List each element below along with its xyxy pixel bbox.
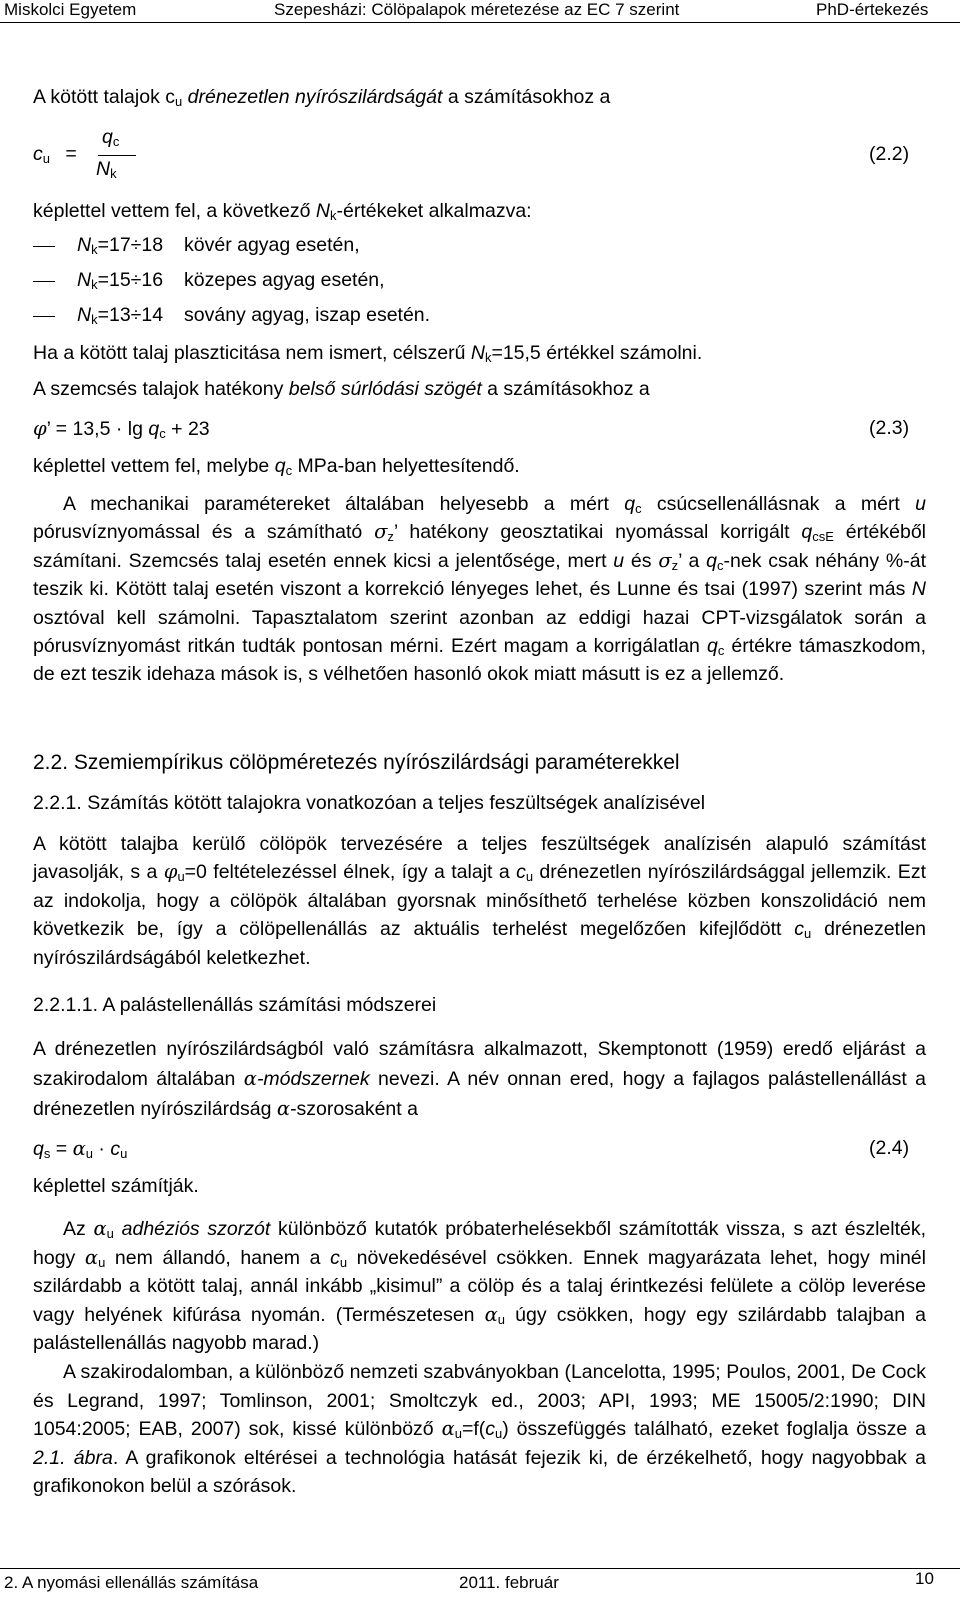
text-run: pórusvíznyomással és a számítható — [33, 521, 375, 544]
text-run: c — [485, 1418, 496, 1441]
text-run: c — [516, 861, 526, 884]
list-dash — [33, 281, 55, 282]
text-run: csE — [812, 529, 834, 545]
list-dash — [33, 246, 55, 247]
text-run: nem állandó, hanem a — [105, 1246, 331, 1269]
text-run: drénezetlen nyírószilárdsággal jellemzik. Ezt az indokolja, hogy a cölöpök általában gyorsnak minősíthető terhelése közben konszolidáció nem következik be, így a cölöpellenállás az aktuális terhelést megelőzően kifejlődött — [33, 861, 926, 941]
text-run: értékre támaszkodom, de ezt teszik idehaza mások is, s vélhetően hasonló okok miatt másutt is ez a jellemző. — [33, 635, 926, 686]
text-run: α — [84, 1245, 99, 1269]
page-footer — [0, 1568, 960, 1597]
text-run: u — [613, 549, 625, 572]
text-run: σ — [658, 548, 672, 572]
fraction-bar — [98, 155, 136, 156]
text-run: A szakirodalomban, a különböző nemzeti szabványokban (Lancelotta, 1995; Poulos, 2001, De Cock és Legrand, 1997; Tomlinson, 2001; Smoltczyk ed., 2003; API, 1993; ME 15005/2:1990; DIN 1054:2005; EAB, 2007) sok, kissé különböző — [33, 1361, 926, 1441]
text-run: 2.1. ábra — [33, 1446, 113, 1469]
text-run: u — [497, 1311, 506, 1327]
text-run: c — [330, 1246, 340, 1269]
text-run: φ — [163, 860, 178, 884]
text-run: A drénezetlen nyírószilárdságból való számításra alkalmazott, Skemptonott (1959) eredő eljárást a szakirodalom általában — [33, 1038, 926, 1090]
text-run: u — [106, 1226, 114, 1241]
text-run: . A grafikonok eltérései a technológia hatását fejezik ki, de érzékelhető, hogy nagyobbak a grafikonokon belül a szórások. — [33, 1446, 926, 1498]
text-run: -szorosaként a — [290, 1098, 418, 1120]
intro-line: A kötött talajok $c_u$ drénezetlen nyírószilárdságát a számításokhoz a — [33, 86, 611, 109]
page-header — [0, 0, 960, 23]
paragraph-alpha-method — [33, 1034, 926, 1124]
text-run: u — [177, 869, 185, 885]
text-run: ) összefüggés található, ezeket foglalja össze a — [502, 1418, 926, 1441]
text-run: z — [671, 557, 679, 573]
text-run: adhéziós szorzót — [121, 1218, 271, 1240]
nk-list-desc: sovány agyag, iszap esetén. — [184, 304, 431, 326]
list-dash — [33, 316, 55, 317]
header-university: Miskolci Egyetem — [4, 0, 137, 19]
text-run: A kötött talajba kerülő cölöpök tervezésére a teljes feszültségek analízisén alapuló számítást javasolják, s a — [33, 833, 926, 884]
paragraph-total-stress — [33, 830, 926, 972]
text-run: és — [624, 549, 659, 572]
nk-intro: képlettel vettem fel, a következő $N_k$-értékeket alkalmazva: — [33, 200, 532, 223]
text-run: -nek csak néhány %-át teszik ki. Kötött talaj esetén viszont a korrekció lényeges lehet, és Lunne és tsai (1997) szerint más — [33, 549, 926, 601]
text-run: α — [484, 1302, 498, 1326]
eq22-number: (2.2) — [869, 143, 910, 165]
text-run: ’ hatékony geosztatikai nyomással korrigált — [393, 521, 802, 544]
text-run: növekedésével csökken. Ennek magyarázata lehet, hogy minél szilárdabb a kötött talaj, annál inkább „kisimul” a cölöp és a talaj érintkezési felülete a cölöp leverése vagy helyének kifúrása nyomán. (Természetesen — [33, 1246, 926, 1326]
text-run: drénezetlen nyírószilárdságából keletkezhet. — [33, 918, 926, 969]
text-run: ’ a — [678, 549, 707, 572]
text-run: u — [454, 1426, 462, 1442]
text-run: c — [635, 501, 642, 516]
plasticity-line: Ha a kötött talaj plaszticitása nem ismert, célszerű $N_k=15,5$ értékkel számolni. — [33, 342, 703, 365]
text-run: c — [717, 643, 725, 659]
text-run: úgy csökken, hogy egy szilárdabb talajban a palástellenállás nagyobb marad.) — [33, 1303, 927, 1355]
eq23: φ’ = $13,5 \cdot \lg q_c + 23$ — [33, 417, 210, 441]
text-run: u — [804, 926, 812, 942]
text-run: N — [911, 578, 926, 601]
footer-chapter: 2. A nyomási ellenállás számítása — [4, 1573, 259, 1592]
text-run: u — [525, 869, 534, 885]
text-run: =f( — [461, 1418, 486, 1441]
text-run: q — [706, 635, 718, 658]
text-run — [114, 1218, 122, 1240]
paragraph-adhesion — [33, 1215, 926, 1358]
text-run: értékéből számítani. Szemcsés talaj esetén ennek kicsi a jelentősége, mert — [33, 521, 926, 572]
eq24-number: (2.4) — [869, 1137, 910, 1159]
nk-list-desc: kövér agyag esetén, — [184, 234, 360, 256]
text-run: c — [717, 557, 724, 573]
section-heading: 2.2. Szemiempírikus cölöpméretezés nyírószilárdsági paraméterekkel — [33, 751, 680, 774]
text-run: q — [801, 521, 813, 544]
text-run: σ — [374, 520, 388, 544]
eq24: $q_s = \alpha_u \cdot c_u$ — [33, 1137, 128, 1161]
eq24-after: képlettel számítják. — [33, 1175, 199, 1197]
text-run: u — [98, 1254, 106, 1270]
subsubsection-heading: 2.2.1.1. A palástellenállás számítási módszerei — [33, 994, 437, 1016]
sand-line: A szemcsés talajok hatékony belső súrlódási szögét a számításokhoz a — [33, 378, 650, 400]
page-number: 10 — [915, 1569, 934, 1588]
text-run: -módszernek — [256, 1068, 370, 1090]
eq23-after: képlettel vettem fel, melybe $q_c$ MPa-ban helyettesítendő. — [33, 455, 520, 478]
text-run: α — [93, 1217, 107, 1240]
footer-date: 2011. február — [459, 1573, 559, 1592]
text-run: különböző kutatók próbaterhelésekből számították vissza, s azt észlelték, hogy — [33, 1218, 927, 1269]
nk-list-item: $N_k=13\div 14$ — [77, 304, 164, 327]
paragraph-mechanical — [33, 490, 926, 689]
text-run: α — [243, 1067, 257, 1090]
text-run: q — [706, 549, 718, 572]
paragraph-literature — [33, 1358, 926, 1501]
text-run: nevezi. A név onnan ered, hogy a fajlagos palástellenállást a drénezetlen nyírószilárdság — [33, 1068, 926, 1120]
nk-list-desc: közepes agyag esetén, — [184, 269, 385, 291]
text-run: u — [915, 493, 926, 515]
eq23-number: (2.3) — [869, 417, 910, 439]
text-run: Az — [63, 1218, 94, 1240]
nk-list-item: $N_k=17\div 18$ — [77, 234, 164, 257]
text-run: q — [624, 493, 636, 515]
eq22-lhs: $c_u$ = — [33, 143, 77, 166]
header-thesis-type: PhD-értekezés — [816, 0, 929, 19]
subsection-heading: 2.2.1. Számítás kötött talajokra vonatkozóan a teljes feszültségek analízisével — [33, 792, 706, 814]
text-run: osztóval kell számolni. Tapasztalatom szerint azonban az eddigi hazai CPT-vizsgálatok során a pórusvíznyomást ritkán tudták pontosan mérni. Ezért magam a korrigálatlan — [33, 606, 926, 658]
text-run: c — [794, 918, 805, 941]
text-run: α — [441, 1417, 455, 1441]
nk-list-item: $N_k=15\div 16$ — [77, 269, 164, 292]
text-run: A mechanikai paramétereket általában helyesebb a mért — [63, 493, 625, 515]
header-title: Szepesházi: Cölöpalapok méretezése az EC 7 szerint — [274, 0, 680, 19]
text-run: =0 feltételezéssel élnek, így a talajt a — [184, 861, 517, 884]
text-run: u — [339, 1254, 348, 1270]
text-run: csúcsellenállásnak a mért — [641, 493, 916, 515]
text-run: α — [276, 1097, 291, 1120]
text-run: z — [387, 529, 394, 545]
text-run: u — [495, 1426, 503, 1442]
